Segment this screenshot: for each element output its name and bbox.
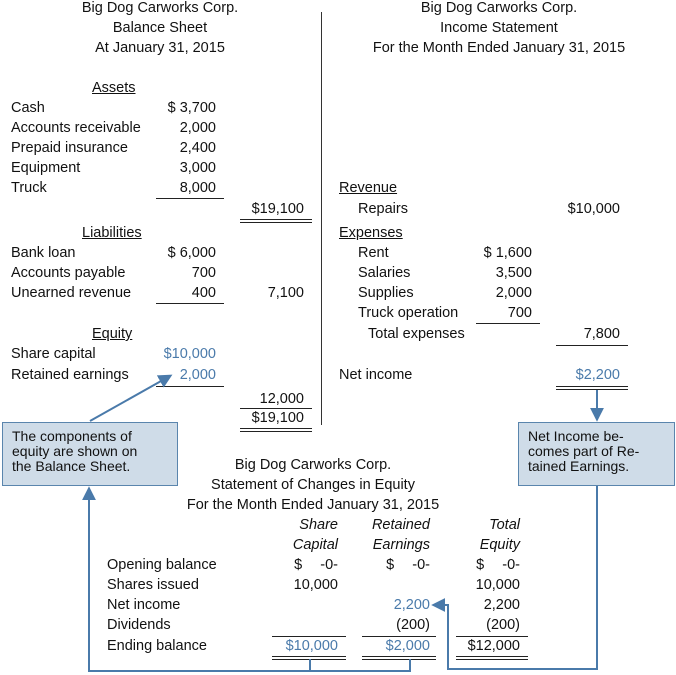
balance-sheet-date: At January 31, 2015 [95,40,225,56]
balance-sheet-title: Balance Sheet [112,20,208,36]
balance-sheet-company: Big Dog Carworks Corp. [81,0,239,16]
income-statement-date: For the Month Ended January 31, 2015 [372,40,626,56]
total-equity: 12,000 [259,391,304,407]
ending-total-equity: $12,000 [467,638,520,654]
expense-label: Truck operation [358,305,459,321]
asset-amount: 2,000 [179,120,216,136]
equity-label: Share capital [11,346,96,362]
asset-amount: $ 3,700 [167,100,216,116]
expense-label: Supplies [358,285,414,301]
revenue-heading: Revenue [339,180,398,196]
arrow-callout-to-equity-net-income [434,486,597,669]
equity-row-value: $ -0- [476,557,520,573]
total-expenses-amount: 7,800 [583,326,620,342]
net-income-amount: $2,200 [575,367,620,383]
liability-amount: 700 [191,265,216,281]
asset-label: Equipment [11,160,81,176]
ending-share-capital: $10,000 [285,638,338,654]
total-liabilities-equity: $19,100 [251,410,304,426]
changes-title: Statement of Changes in Equity [211,477,415,493]
expenses-heading: Expenses [339,225,403,241]
equity-heading: Equity [92,326,133,342]
expense-amount: 700 [507,305,532,321]
callout-balance-sheet-note: The components of equity are shown on the Balance Sheet. [2,422,178,486]
callout-net-income-note: Net Income be- comes part of Re- tained Earnings. [518,422,675,486]
liabilities-heading: Liabilities [82,225,142,241]
asset-label: Cash [11,100,45,116]
equity-row-label: Ending balance [107,638,207,654]
equity-label: Retained earnings [11,367,129,383]
arrow-callout-to-retained-earnings [90,376,170,421]
expense-label: Rent [358,245,389,261]
liability-label: Bank loan [11,245,76,261]
column-header: Total [489,517,520,533]
expense-amount: 3,500 [495,265,532,281]
expense-label: Salaries [358,265,411,281]
asset-label: Truck [11,180,47,196]
equity-row-label: Opening balance [107,557,217,573]
column-header: Equity [479,537,520,553]
changes-company: Big Dog Carworks Corp. [234,457,392,473]
equity-row-value: (200) [486,617,520,633]
liability-label: Unearned revenue [11,285,132,301]
liability-label: Accounts payable [11,265,126,281]
asset-amount: 2,400 [179,140,216,156]
arrow-ending-balance-to-callout [89,489,410,671]
income-statement-title: Income Statement [440,20,558,36]
total-liabilities: 7,100 [267,285,304,301]
share-capital-amount: $10,000 [163,346,216,362]
expense-amount: 2,000 [495,285,532,301]
income-statement-company: Big Dog Carworks Corp. [420,0,578,16]
equity-row-value: 10,000 [475,577,520,593]
equity-row-value: 2,200 [483,597,520,613]
asset-amount: 3,000 [179,160,216,176]
revenue-label: Repairs [358,201,408,217]
total-assets: $19,100 [251,201,304,217]
net-income-label: Net income [339,367,413,383]
revenue-amount: $10,000 [567,201,620,217]
asset-amount: 8,000 [179,180,216,196]
retained-earnings-amount: 2,000 [179,367,216,383]
equity-row-value: $ -0- [294,557,338,573]
equity-row-label: Shares issued [107,577,199,593]
asset-label: Accounts receivable [11,120,141,136]
equity-row-value: (200) [396,617,430,633]
liability-amount: 400 [191,285,216,301]
equity-row-label: Dividends [107,617,171,633]
changes-date: For the Month Ended January 31, 2015 [186,497,440,513]
equity-row-label: Net income [107,597,181,613]
column-header: Share [299,517,338,533]
liability-amount: $ 6,000 [167,245,216,261]
expense-amount: $ 1,600 [483,245,532,261]
column-header: Retained [371,517,430,533]
assets-heading: Assets [92,80,136,96]
equity-row-value: 10,000 [293,577,338,593]
equity-row-value: $ -0- [386,557,430,573]
ending-retained-earnings: $2,000 [385,638,430,654]
column-header: Earnings [372,537,430,553]
equity-row-value: 2,200 [393,597,430,613]
asset-label: Prepaid insurance [11,140,128,156]
column-header: Capital [292,537,338,553]
total-expenses-label: Total expenses [368,326,465,342]
